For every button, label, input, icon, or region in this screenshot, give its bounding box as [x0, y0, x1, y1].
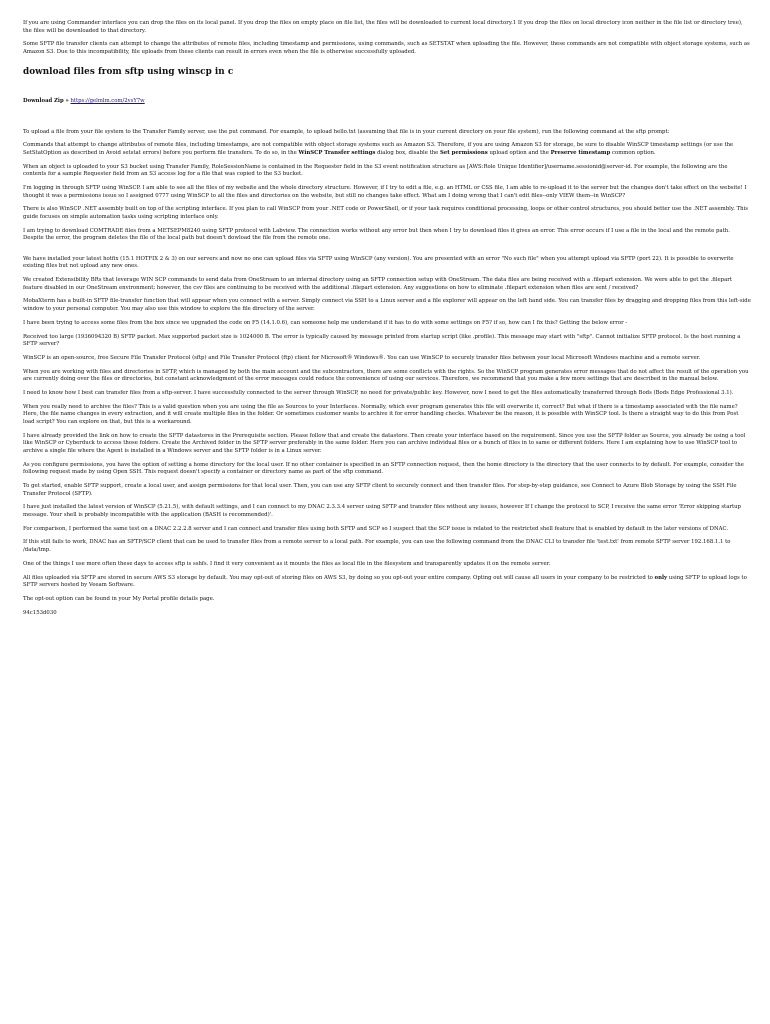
text-segment: All files uploaded via SFTP are stored in secure AWS S3 storage by default. You may opt-out of storing files on AWS S3, by doing so you opt-out your entire company. Opting out will cause all users in your company to be restricted to	[23, 574, 655, 581]
page-title: download files from sftp using winscp in c	[23, 66, 234, 77]
text-segment: upload option and the	[487, 149, 551, 156]
document-id: 94c153d030	[23, 609, 57, 616]
paragraph-home-directory: As you configure permissions, you have the option of setting a home directory for the local user. If no other container is specified in an SFTP connection request, then the home directory is the directory that the user connects to by default. For example, consider the following request made by using Open SSH. This request doesn't specify a container or directory name as part of the sftp command.	[23, 461, 744, 476]
paragraph-aws-optout	[23, 575, 751, 590]
paragraph-onestream: We created Extensibility BRs that leverage WIN SCP commands to send data from OneStream to an internal directory using an SFTP connection setup with OneStream. The data files are being received with a .filepart extension. We were able to get the .filepart feature disabled in our OneStream environment; however, the csv files are continuing to be received with the additional .filepart extension. Any suggestions on how to eliminate .filepart extension when files are sent / received?	[23, 277, 732, 291]
paragraph-winscp-about: WinSCP is an open-source, free Secure File Transfer Protocol (sftp) and File Transfer Protocol (ftp) client for Microsoft® Windows®. You can use WinSCP to securely transfer files between your local Microsoft Windows machine and a remote server.	[23, 354, 701, 361]
intro-paragraph-2: Some SFTP file transfer clients can attempt to change the attributes of remote files, including timestamp and permissions, using commands, such as SETSTAT when uploading the file. However, these commands are not compatible with object storage systems, such as Amazon S3. Due to this incompatibility, file uploads from these clients can result in errors even when the file is otherwise successfully uploaded.	[23, 41, 750, 55]
paragraph-comtrade: I am trying to download COMTRADE files from a METSEPM8240 using SFTP protocol with Labview. The connection works without any error but then when I try to download files it gives an error. This error occurs if I use a file in the local and the remote path. Despite the error, the program deletes the file of the local path but doesn't dowload the file from the remote one.	[23, 227, 730, 242]
paragraph-sshfs: One of the things I use more often these days to access sftp is sshfs. I find it very convenient as it mounts the files as local file in the filesystem and transparently updates it on the remote server.	[23, 560, 551, 567]
paragraph-f5-upgrade: I have been trying to access some files from the box since we upgraded the code on F5 (14.1.0.6), can someone help me understand if it has to do with some settings on F5? if so, how can I fix this? Getting the below error -	[23, 319, 628, 326]
download-zip-label: Download Zip »	[23, 97, 69, 104]
download-zip-line	[23, 98, 751, 106]
text-segment: dialog box, disable the	[375, 149, 441, 156]
paragraph-winscp-edit: I'm logging in through SFTP using WinSCP. I am able to see all the files of my website and the whole directory structure. However, if I try to edit a file, e.g. an HTML or CSS file, I am able to re-upload it to the server but the changes don't take effect on the website! I thought it was a permissions issue so I assigned 0777 using WinSCP to all the files and directories on the website, but still no changes take effect. What am I doing wrong that I can't edit files--only VIEW them--in WinSCP?	[23, 184, 747, 199]
paragraph-subcontractors: When you are working with files and directories in SFTP, which is managed by both the main account and the subcontractors, there are some conflicts with the rights. So the WinSCP program generates error messages that do not affect the result of the operation you are currently doing over the files or directories, but constant acknowledgment of the error messages could reduce the convenience of using our services. Therefore, we recommend that you make a few more settings that are described in the manual below.	[23, 368, 749, 383]
bold-preserve-timestamp: Preserve timestamp	[550, 149, 611, 156]
paragraph-dnac-compare: For comparison, I performed the same test on a DNAC 2.2.2.8 server and I can connect and transfer files using both SFTP and SCP so I suspect that the SCP issue is related to the restricted shell feature that is enabled by default in the later versions of DNAC.	[23, 525, 729, 532]
paragraph-azure-sftp: To get started, enable SFTP support, create a local user, and assign permissions for that local user. Then, you can use any SFTP client to securely connect and then transfer files. For step-by-step guidance, see Connect to Azure Blob Storage by using the SSH File Transfer Protocol (SFTP).	[23, 483, 737, 497]
paragraph-dnac-scp: I have just installed the latest version of WinSCP (5.21.5), with default settings, and I can connect to my DNAC 2.3.3.4 server using SFTP and transfer files without any issues, however If I change the protocol to SCP, I receive the same error 'Error skipping startup message. Your shell is probably incompatible with the application (BASH is recommended)'.	[23, 504, 741, 518]
bold-set-permissions: Set permissions	[440, 149, 488, 156]
paragraph-hotfix: We have installed your latest hotfix (15.1 HOTFIX 2 & 3) on our servers and now no one can upload files via SFTP using WinSCP (any version). You are presented with an error "No such file" when you attempt upload via SFTP (port 22). It is possible to overwrite existing files but not upload any new ones.	[23, 255, 734, 270]
paragraph-role-session: When an object is uploaded to your S3 bucket using Transfer Family, RoleSessionName is contained in the Requester field in the S3 event notification structure as [AWS:Role Unique Identifier]/username.sessionid@server-id. For example, the following are the contents for a sample Requester field from an S3 access log for a file that was copied to the S3 bucket.	[23, 163, 728, 178]
text-segment: common option.	[610, 149, 656, 156]
download-zip-link[interactable]: https://gelmlm.com/2vsY7w	[70, 97, 145, 104]
paragraph-mobaxterm: MobaXterm has a built-in SFTP file-transfer function that will appear when you connect with a server. Simply connect via SSH to a Linux server and a file explorer will appear on the left hand side. You can transfer files by dragging and dropping files from this left-side window to your personal computer. You may also use this window to explore the file directory of the server.	[23, 298, 751, 313]
paragraph-timestamp-settings	[23, 142, 751, 157]
text-segment: using SFTP to upload logs to SFTP servers hosted by Veeam Software.	[23, 574, 747, 589]
document-page	[23, 20, 751, 623]
bold-transfer-settings: WinSCP Transfer settings	[298, 149, 376, 156]
paragraph-archive-files: When you really need to archive the files? This is a valid question when you are using the file as Sources to your Interfaces. Normally, which ever program generates this file will overwrite it, correct? But what if there is a timestamp associated with the file name? Here, the file name changes in every extraction, and it will create multiple files in the folder. Or sometimes customer wants to archive it for error handling checks. Whatever be the reason, it is possible with WinSCP tool. Is there a straight way to do this from Post load script? You can explore on that, but this is a workaround.	[23, 403, 739, 425]
paragraph-dnac-client: If this still fails to work, DNAC has an SFTP/SCP client that can be used to transfer files from a remote server to a local path. For example, you can use the following command from the DNAC CLI to transfer file 'test.txt' from remote SFTP server 192.168.1.1 to /data/tmp.	[23, 539, 731, 554]
paragraph-upload-put: To upload a file from your file system to the Transfer Family server, use the put command. For example, to upload hello.txt (assuming that file is in your current directory on your file system), run the following command at the sftp prompt:	[23, 128, 670, 135]
bold-only: only	[654, 574, 668, 581]
paragraph-datastores: I have already provided the link on how to create the SFTP datastores in the Prerequisite section. Please follow that and create the datastore. Then create your interface based on the requirement. Since you use the SFTP folder as Source, you already be using a tool like WinSCP or Cyberduck to access those folders. Create the Archived folder in the SFTP server preferably in the same folder. Here you can archive individual files or a bunch of files in to same or different folders. Here I am explaining how to use WinSCP tool to archive a single file where the Agent is installed in a Windows server and the SFTP folder is in a Linux server.	[23, 432, 746, 454]
paragraph-packet-error: Received too large (1936094320 B) SFTP packet. Max supported packet size is 1024000 B. The error is typically caused by message printed from startup script (like .profile). This message may start with "sftp". Cannot initialize SFTP protocol. Is the host running a SFTP server?	[23, 333, 741, 348]
paragraph-bods: I need to know how I best can transfer files from a sftp-server. I have successfully connected to the server through WinSCP, no need for private/public key. However, now I need to get the files automatically transferred through Bods (Bods Edge Professional 3.1).	[23, 390, 734, 397]
paragraph-net-assembly: There is also WinSCP .NET assembly built on top of the scripting interface. If you plan to call WinSCP from your .NET code or PowerShell, or if your task requires conditional processing, loops or other control structures, you should better use the .NET assembly. This guide focuses on simple automation tasks using scripting interface only.	[23, 206, 749, 220]
paragraph-portal-profile: The opt-out option can be found in your My Portal profile details page.	[23, 595, 215, 602]
text-segment: Commands that attempt to change attributes of remote files, including timestamps, are not compatible with object storage systems such as Amazon S3. Therefore, if you are using Amazon S3 for storage, be sure to disable WinSCP timestamp settings (or use the SetStatOption as described in Avoid setstat errors) before you perform file transfers. To do so, in the	[23, 142, 734, 156]
intro-paragraph-1: If you are using Commander interface you can drop the files on its local panel. If you drop the files on empty place on file list, the files will be downloaded to current local directory.1 If you drop the files on local directory icon neither in the file list or directory tree), the files will be downloaded to that directory.	[23, 20, 743, 34]
